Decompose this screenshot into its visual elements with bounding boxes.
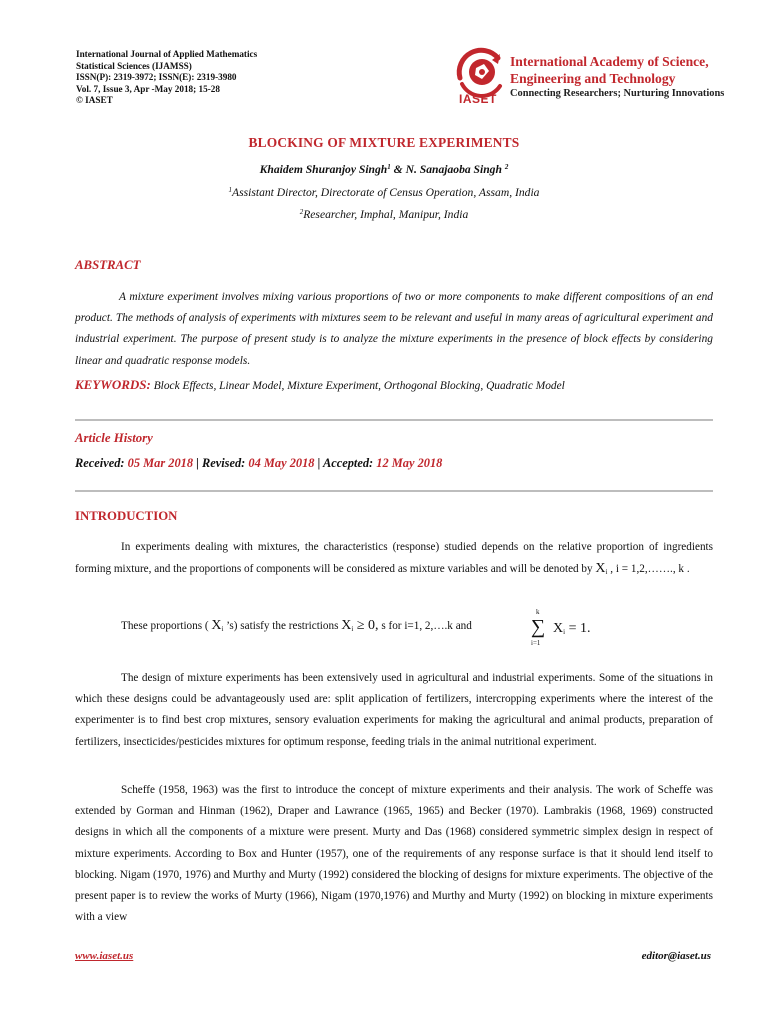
org-name-line: International Academy of Science, (510, 54, 709, 69)
math-subscript: i (351, 625, 354, 633)
keywords-line (75, 376, 565, 394)
author-separator: & (390, 163, 406, 176)
affiliation (0, 186, 768, 199)
math-variable: X (595, 561, 606, 577)
affiliation-text: Assistant Director, Directorate of Census Operation, Assam, India (232, 186, 540, 199)
author-name: Khaidem Shuranjoy Singh (259, 163, 388, 176)
math-variable: X (341, 618, 352, 633)
journal-info (76, 49, 257, 107)
accepted-label: | Accepted: (314, 456, 377, 470)
math-expression: , i = 1,2,……., k . (607, 563, 690, 576)
intro-paragraph: Scheffe (1958, 1963) was the first to introduce the concept of mixture experiments and their analysis. The work of Scheffe was extended by Gorman and Hinman (1962), Draper and Lawrance (1965, 1965) and Becker (1970). Lambrakis (1968, 1969) constructed designs in which all the components of a mixture were present. Murty and Das (1968) considered symmetric simplex design in respect of mixture experiments. According to Box and Hunter (1957), one of the requirements of any response surface is that it should lend itself to blocking. Nigam (1970, 1976) and Murthy and Murty (1992) considered the blocking of designs for mixture experiments. The objective of the present paper is to review the works of Murty (1966), Nigam (1970,1976) and Murthy and Murty (1992) on blocking in mixture experiments with a view (75, 784, 713, 924)
math-variable: X (211, 618, 222, 633)
article-history-heading: Article History (75, 431, 153, 445)
intro-paragraph (75, 537, 713, 583)
paragraph-text: These proportions ( (121, 620, 212, 632)
math-subscript: i (563, 628, 566, 636)
volume-line: Vol. 7, Issue 3, Apr -May 2018; 15-28 (76, 83, 220, 94)
math-subscript: i (605, 568, 608, 577)
divider (75, 419, 713, 421)
organization-tagline: Connecting Researchers; Nurturing Innovations (510, 88, 725, 99)
website-link[interactable]: www.iaset.us (75, 950, 134, 962)
math-subscript: i (221, 625, 224, 633)
revised-date: 04 May 2018 (248, 456, 315, 470)
keywords-label: KEYWORDS: (75, 377, 151, 392)
abstract-heading: ABSTRACT (75, 258, 141, 272)
copyright-line: © IASET (76, 95, 113, 106)
divider (75, 490, 713, 492)
affiliation (0, 208, 768, 221)
introduction-heading: INTRODUCTION (75, 509, 178, 523)
math-expression: ≥ 0, (353, 618, 379, 633)
revised-label: | Revised: (193, 456, 249, 470)
authors-line (0, 163, 768, 176)
restrictions-line (121, 618, 472, 634)
summation-symbol: ∑ (530, 616, 546, 638)
author-affiliation-mark: 1 (387, 163, 391, 171)
intro-paragraph: The design of mixture experiments has been extensively used in agricultural and industrial experiments. Some of the situations in which these designs could be advantageously used are: split application of fertilizers, intercropping experiments where the interest of the experimenter is to find best crop mixtures, sensory evaluation experiments for making the agricultural and animal products, preparation of fertilizers, insecticides/pesticides mixtures for optimum response, feeding trials in the animal nutritional experiment. (75, 672, 713, 748)
journal-name-line: International Journal of Applied Mathematics (76, 49, 258, 59)
journal-name-line: Statistical Sciences (IJAMSS) (76, 60, 192, 71)
affiliation-mark: 2 (299, 208, 304, 216)
math-expression: = 1. (565, 621, 591, 636)
sum-upper-limit: k (536, 608, 540, 616)
editor-email: editor@iaset.us (641, 950, 711, 962)
issn-line: ISSN(P): 2319-3972; ISSN(E): 2319-3980 (76, 72, 237, 83)
received-label: Received: (75, 456, 128, 470)
math-variable: X (553, 621, 564, 636)
logo-abbreviation: IASET (459, 92, 497, 106)
received-date: 05 Mar 2018 (127, 456, 194, 470)
abstract-body: A mixture experiment involves mixing various proportions of two or more components to make different compositions of an end product. The methods of analysis of experiments with mixtures seem to be relevant and useful in many areas of agricultural experiment and industrial experiment. The purpose of present study is to analyze the mixture experiments in the presence of block effects by considering linear and quadratic response models. (75, 291, 713, 367)
sum-expression (553, 621, 590, 637)
article-history-dates (75, 456, 442, 471)
author-name: N. Sanajaoba Singh (405, 163, 505, 176)
keywords-text: Block Effects, Linear Model, Mixture Experiment, Orthogonal Blocking, Quadratic Model (150, 380, 565, 392)
author-affiliation-mark: 2 (504, 163, 509, 171)
affiliation-mark: 1 (228, 186, 233, 194)
organization-name (510, 53, 709, 87)
org-name-line: Engineering and Technology (510, 71, 676, 86)
paragraph-text: ’s) satisfy the restrictions (223, 620, 342, 632)
paragraph-text: s for i=1, 2,….k and (378, 620, 472, 632)
affiliation-text: Researcher, Imphal, Manipur, India (303, 208, 469, 221)
accepted-date: 12 May 2018 (376, 456, 443, 470)
sum-lower-limit: i=1 (531, 639, 541, 647)
paper-title: BLOCKING OF MIXTURE EXPERIMENTS (248, 135, 520, 150)
paragraph-text: In experiments dealing with mixtures, the characteristics (response) studied depends on the relative proportion of ingredients forming mixture, and the proportions of components will be considered as mixture variables and will be denoted by (75, 541, 713, 576)
